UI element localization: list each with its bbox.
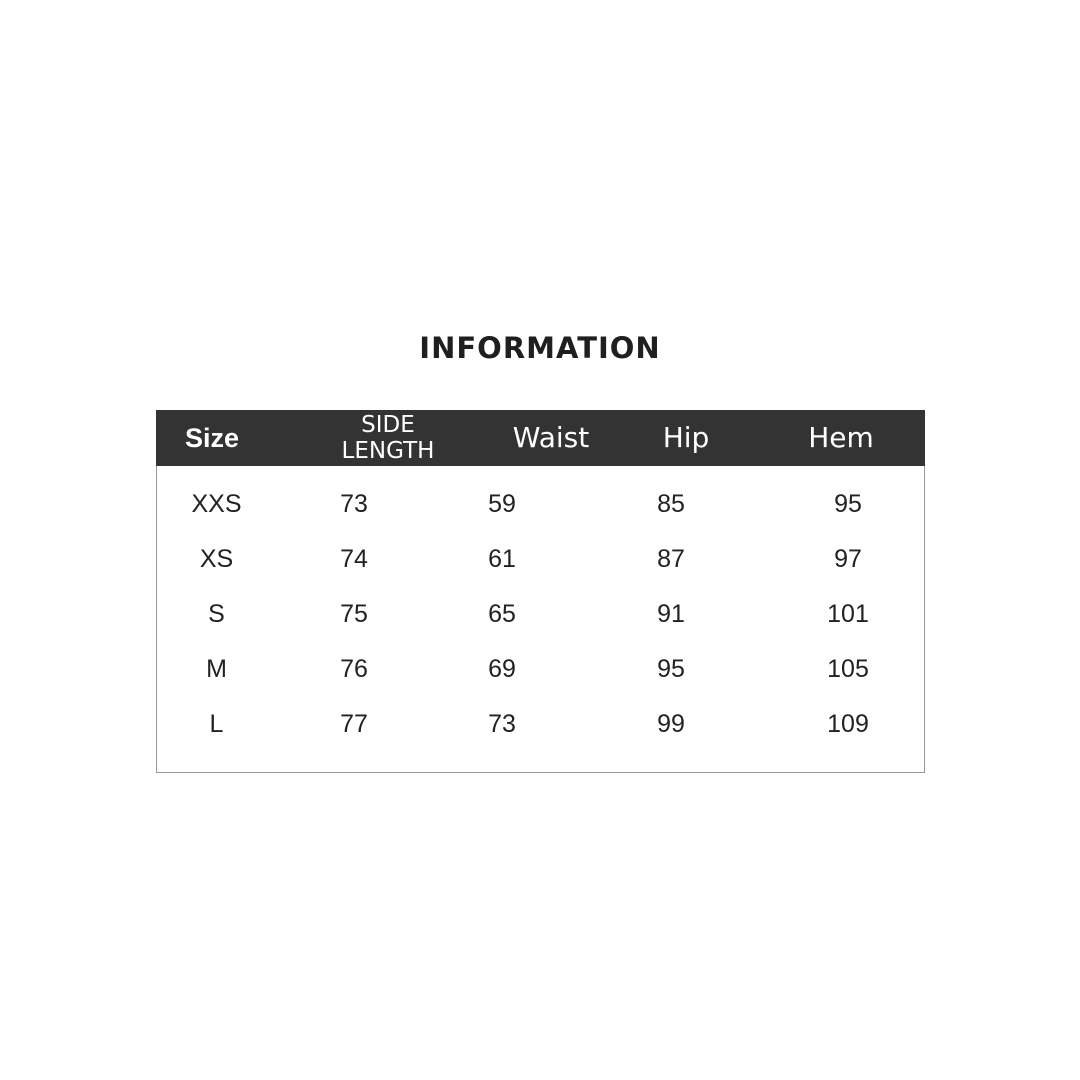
header-hip: Hip bbox=[662, 421, 710, 454]
size-chart-table bbox=[156, 410, 925, 773]
cell-hem: 97 bbox=[834, 545, 862, 573]
cell-size: XXS bbox=[191, 490, 242, 518]
cell-hip: 87 bbox=[657, 545, 685, 573]
cell-waist: 59 bbox=[488, 490, 516, 518]
header-side-length bbox=[326, 410, 450, 466]
table-header-row bbox=[156, 410, 925, 466]
header-side-length-line1: SIDE bbox=[361, 412, 415, 438]
cell-hem: 109 bbox=[827, 710, 869, 738]
cell-side-length: 76 bbox=[340, 655, 368, 683]
table-row bbox=[157, 697, 924, 752]
header-side-length-line2: LENGTH bbox=[341, 438, 435, 464]
cell-hem: 95 bbox=[834, 490, 862, 518]
cell-hip: 91 bbox=[657, 600, 685, 628]
cell-size: L bbox=[209, 710, 224, 738]
table-row bbox=[157, 587, 924, 642]
table-body bbox=[157, 477, 924, 752]
cell-size: M bbox=[206, 655, 227, 683]
cell-waist: 69 bbox=[488, 655, 516, 683]
table-row bbox=[157, 642, 924, 697]
cell-side-length: 74 bbox=[340, 545, 368, 573]
cell-hem: 105 bbox=[827, 655, 869, 683]
header-size: Size bbox=[184, 423, 240, 453]
cell-size: S bbox=[208, 600, 225, 628]
cell-hip: 99 bbox=[657, 710, 685, 738]
cell-hem: 101 bbox=[827, 600, 869, 628]
cell-side-length: 77 bbox=[340, 710, 368, 738]
cell-side-length: 73 bbox=[340, 490, 368, 518]
header-waist: Waist bbox=[512, 421, 590, 454]
cell-waist: 65 bbox=[488, 600, 516, 628]
cell-waist: 61 bbox=[488, 545, 516, 573]
page-title: INFORMATION bbox=[419, 331, 661, 365]
table-row bbox=[157, 532, 924, 587]
cell-waist: 73 bbox=[488, 710, 516, 738]
cell-hip: 95 bbox=[657, 655, 685, 683]
cell-hip: 85 bbox=[657, 490, 685, 518]
cell-side-length: 75 bbox=[340, 600, 368, 628]
header-hem: Hem bbox=[808, 421, 874, 454]
cell-size: XS bbox=[199, 545, 234, 573]
table-row bbox=[157, 477, 924, 532]
